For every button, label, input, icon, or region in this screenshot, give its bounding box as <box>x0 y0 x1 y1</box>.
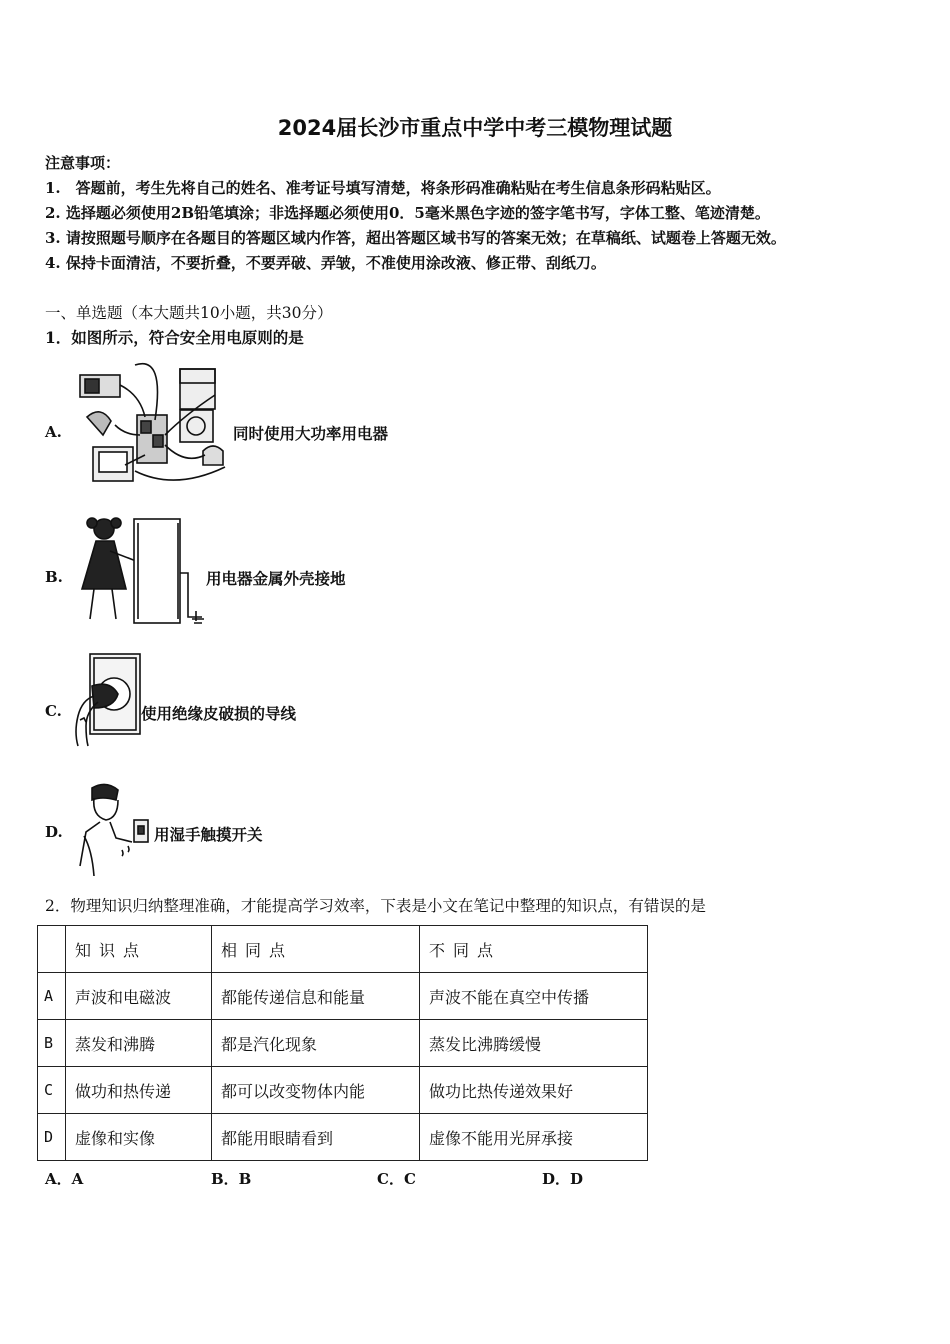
notice-item: 4. 保持卡面清洁，不要折叠，不要弄破、弄皱，不准使用涂改液、修正带、刮纸刀。 <box>45 254 606 272</box>
answer-choice-a: A．A <box>45 1170 84 1188</box>
table-cell: B <box>38 1020 66 1067</box>
option-c-text: 使用绝缘皮破损的导线 <box>141 704 297 723</box>
table-cell: 都能用眼睛看到 <box>212 1114 420 1161</box>
damaged-wire-plug-illustration <box>72 650 144 750</box>
table-row <box>38 1020 648 1067</box>
table-cell: A <box>38 973 66 1020</box>
table-cell: 声波和电磁波 <box>66 973 212 1020</box>
table-cell: 蒸发和沸腾 <box>66 1020 212 1067</box>
table-row <box>38 973 648 1020</box>
option-a-text: 同时使用大功率用电器 <box>233 424 389 443</box>
page-title: 2024届长沙市重点中学中考三模物理试题 <box>277 116 673 140</box>
option-a-label: A. <box>45 423 62 441</box>
table-row <box>38 1114 648 1161</box>
table-cell: 都可以改变物体内能 <box>212 1067 420 1114</box>
answer-choice-d: D．D <box>542 1170 584 1188</box>
table-cell: 虚像和实像 <box>66 1114 212 1161</box>
question-2-stem: 2．物理知识归纳整理准确，才能提高学习效率，下表是小文在笔记中整理的知识点，有错误的是 <box>45 897 706 915</box>
table-cell: 做功和热传递 <box>66 1067 212 1114</box>
answer-choice-c: C．C <box>377 1170 416 1188</box>
table-cell: 做功比热传递效果好 <box>420 1067 648 1114</box>
option-d-text: 用湿手触摸开关 <box>154 825 263 844</box>
overloaded-outlet-illustration <box>75 355 235 493</box>
option-c-label: C. <box>45 702 62 720</box>
notice-heading: 注意事项： <box>45 154 121 172</box>
table-row <box>38 1067 648 1114</box>
table-cell: 声波不能在真空中传播 <box>420 973 648 1020</box>
table-cell: D <box>38 1114 66 1161</box>
option-b-text: 用电器金属外壳接地 <box>206 569 346 588</box>
table-header-cell: 不同点 <box>420 926 648 973</box>
wet-hand-switch-illustration <box>70 780 155 876</box>
question-1-stem: 1．如图所示，符合安全用电原则的是 <box>45 328 304 347</box>
table-cell: 蒸发比沸腾缓慢 <box>420 1020 648 1067</box>
table-header-row <box>38 926 648 973</box>
table-cell: C <box>38 1067 66 1114</box>
table-cell: 都能传递信息和能量 <box>212 973 420 1020</box>
section-heading: 一、单选题（本大题共10小题，共30分） <box>45 304 333 322</box>
table-cell: 虚像不能用光屏承接 <box>420 1114 648 1161</box>
option-d-label: D. <box>45 823 63 841</box>
answer-choice-b: B．B <box>211 1170 252 1188</box>
notice-item: 1. 答题前，考生先将自己的姓名、准考证号填写清楚，将条形码准确粘贴在考生信息条形码粘贴区。 <box>45 179 721 197</box>
knowledge-table <box>37 925 648 1161</box>
table-cell: 都是汽化现象 <box>212 1020 420 1067</box>
option-b-label: B. <box>45 568 63 586</box>
table-header-cell: 知识点 <box>66 926 212 973</box>
table-header-cell: 相同点 <box>212 926 420 973</box>
notice-item: 2. 选择题必须使用2B铅笔填涂；非选择题必须使用0．5毫米黑色字迹的签字笔书写，字体工整、笔迹清楚。 <box>45 204 770 222</box>
grounded-appliance-illustration <box>74 515 208 627</box>
table-header-cell <box>38 926 66 973</box>
notice-item: 3. 请按照题号顺序在各题目的答题区域内作答，超出答题区域书写的答案无效；在草稿纸、试题卷上答题无效。 <box>45 229 786 247</box>
